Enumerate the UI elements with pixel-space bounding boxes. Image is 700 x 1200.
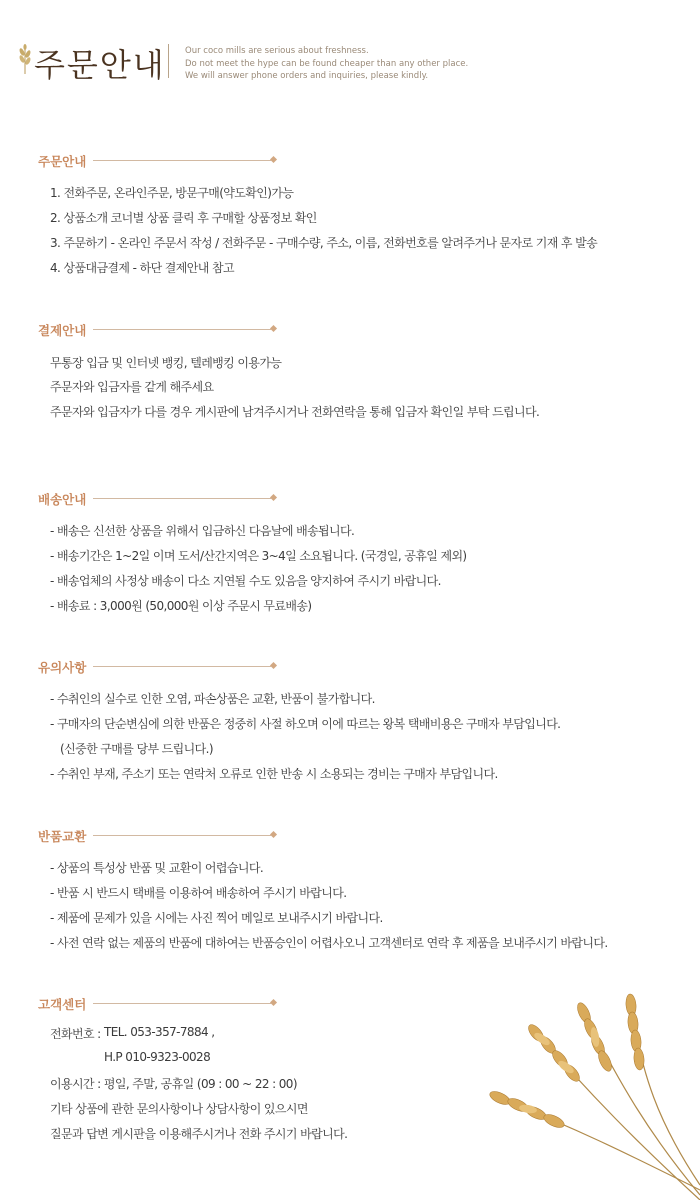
notice-item: - 수취인의 실수로 인한 오염, 파손상품은 교환, 반품이 불가합니다. bbox=[50, 692, 375, 706]
phone-number: TEL. 053-357-7884 , bbox=[104, 1025, 215, 1039]
order-step: 1. 전화주문, 온라인주문, 방문구매(약도확인)가능 bbox=[50, 186, 294, 200]
section-divider bbox=[93, 1003, 271, 1004]
payment-info: 주문자와 입금자가 다를 경우 게시판에 남겨주시거나 전화연락을 통해 입금자 확인일 부탁 드립니다. bbox=[50, 405, 540, 419]
phone-label: 전화번호 : bbox=[50, 1027, 101, 1041]
section-divider bbox=[93, 835, 271, 836]
diamond-icon bbox=[270, 494, 277, 501]
support-note: 질문과 답변 게시판을 이용해주시거나 전화 주시기 바랍니다. bbox=[50, 1127, 348, 1141]
payment-info: 무통장 입금 및 인터넷 뱅킹, 텔레뱅킹 이용가능 bbox=[50, 356, 282, 370]
wheat-icon bbox=[14, 44, 36, 74]
returns-item: - 상품의 특성상 반품 및 교환이 어렵습니다. bbox=[50, 861, 264, 875]
tagline-line: Our coco mills are serious about freshness. bbox=[185, 46, 369, 56]
notice-item: (신중한 구매를 당부 드립니다.) bbox=[60, 742, 213, 756]
diamond-icon bbox=[270, 831, 277, 838]
section-divider bbox=[93, 666, 271, 667]
page-title: 주문안내 bbox=[34, 46, 166, 84]
title-divider bbox=[168, 44, 169, 78]
returns-item: - 제품에 문제가 있을 시에는 사진 찍어 메일로 보내주시기 바랍니다. bbox=[50, 911, 383, 925]
notice-item: - 구매자의 단순변심에 의한 반품은 정중히 사절 하오며 이에 따르는 왕복 택배비용은 구매자 부담입니다. bbox=[50, 717, 561, 731]
diamond-icon bbox=[270, 325, 277, 332]
order-step: 4. 상품대금결제 - 하단 결제안내 참고 bbox=[50, 261, 234, 275]
section-title: 고객센터 bbox=[38, 997, 87, 1012]
business-hours: 이용시간 : 평일, 주말, 공휴일 (09 : 00 ~ 22 : 00) bbox=[50, 1077, 297, 1091]
wheat-image bbox=[470, 985, 700, 1200]
shipping-info: - 배송기간은 1~2일 이며 도서/산간지역은 3~4일 소요됩니다. (국경일, 공휴일 제외) bbox=[50, 549, 467, 563]
returns-item: - 반품 시 반드시 택배를 이용하여 배송하여 주시기 바랍니다. bbox=[50, 886, 347, 900]
shipping-info: - 배송료 : 3,000원 (50,000원 이상 주문시 무료배송) bbox=[50, 599, 312, 613]
order-step: 3. 주문하기 - 온라인 주문서 작성 / 전화주문 - 구매수량, 주소, 이름, 전화번호를 알려주거나 문자로 기재 후 발송 bbox=[50, 236, 598, 250]
returns-item: - 사전 연락 없는 제품의 반품에 대하여는 반품승인이 어렵사오니 고객센터로 연락 후 제품을 보내주시기 바랍니다. bbox=[50, 936, 608, 950]
order-step: 2. 상품소개 코너별 상품 클릭 후 구매할 상품정보 확인 bbox=[50, 211, 317, 225]
diamond-icon bbox=[270, 662, 277, 669]
section-divider bbox=[93, 329, 271, 330]
section-divider bbox=[93, 160, 271, 161]
shipping-info: - 배송업체의 사정상 배송이 다소 지연될 수도 있음을 양지하여 주시기 바랍니다. bbox=[50, 574, 441, 588]
section-title: 유의사항 bbox=[38, 660, 87, 675]
tagline-line: Do not meet the hype can be found cheaper than any other place. bbox=[185, 58, 469, 69]
page-header bbox=[0, 0, 700, 110]
support-note: 기타 상품에 관한 문의사항이나 상담사항이 있으시면 bbox=[50, 1102, 308, 1116]
section-title: 배송안내 bbox=[38, 492, 87, 507]
diamond-icon bbox=[270, 999, 277, 1006]
section-divider bbox=[93, 498, 271, 499]
shipping-info: - 배송은 신선한 상품을 위해서 입금하신 다음날에 배송됩니다. bbox=[50, 524, 355, 538]
section-title: 결제안내 bbox=[38, 323, 87, 338]
tagline bbox=[185, 45, 468, 83]
section-title: 주문안내 bbox=[38, 154, 87, 169]
payment-info: 주문자와 입금자를 같게 해주세요 bbox=[50, 380, 214, 394]
diamond-icon bbox=[270, 156, 277, 163]
notice-item: - 수취인 부재, 주소기 또는 연락처 오류로 인한 반송 시 소용되는 경비는 구매자 부담입니다. bbox=[50, 767, 498, 781]
section-title: 반품교환 bbox=[38, 829, 87, 844]
mobile-number: H.P 010-9323-0028 bbox=[104, 1050, 211, 1064]
tagline-line: We will answer phone orders and inquiries, please kindly. bbox=[185, 71, 429, 81]
